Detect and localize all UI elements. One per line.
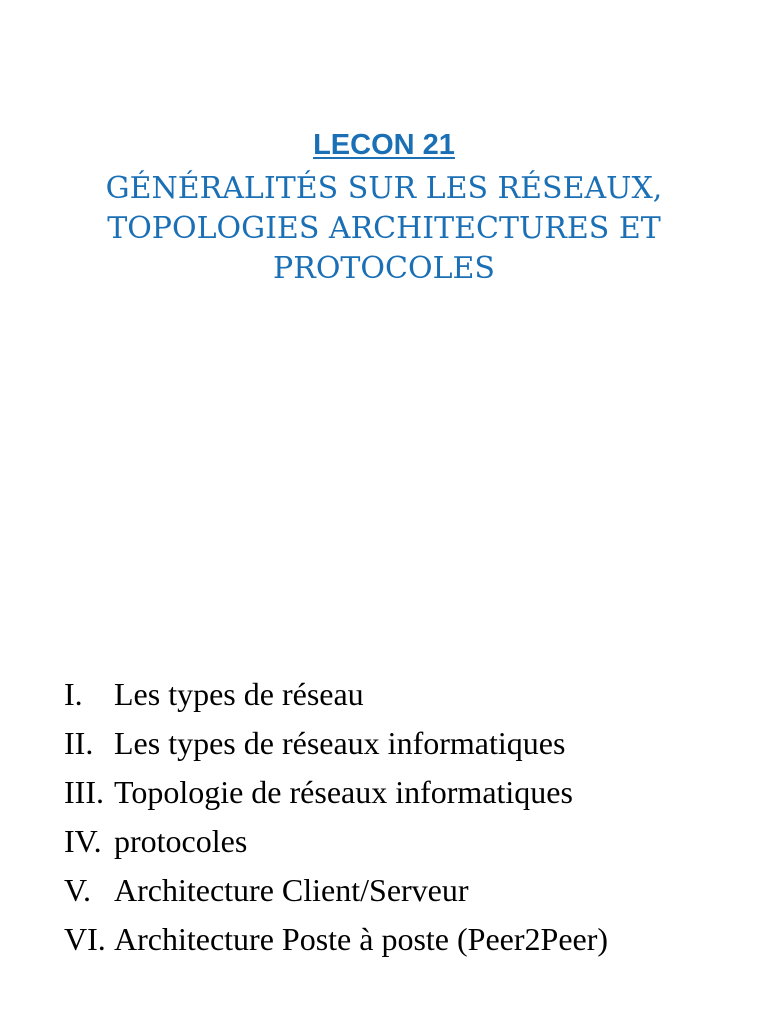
lesson-title-line: GÉNÉRALITÉS SUR LES RÉSEAUX, <box>105 171 663 206</box>
toc-item <box>64 915 754 964</box>
toc-item-label: Les types de réseaux informatiques <box>114 725 566 761</box>
toc-item <box>64 719 754 768</box>
toc-item-number: IV. <box>64 823 102 859</box>
toc-item-label: Architecture Client/Serveur <box>114 872 469 908</box>
toc-item-number: V. <box>64 872 91 908</box>
toc-item-number: III. <box>64 774 104 810</box>
lesson-title-line: PROTOCOLES <box>273 251 495 286</box>
toc-item-label: Les types de réseau <box>114 676 364 712</box>
toc-item <box>64 768 754 817</box>
toc-item-label: Architecture Poste à poste (Peer2Peer) <box>114 921 609 957</box>
table-of-contents <box>64 670 754 964</box>
toc-item-number: VI. <box>64 921 106 957</box>
toc-item-number: II. <box>64 725 94 761</box>
lesson-title <box>40 169 728 289</box>
toc-item <box>64 817 754 866</box>
toc-item-label: protocoles <box>114 823 248 859</box>
toc-item-number: I. <box>64 676 83 712</box>
toc-item <box>64 670 754 719</box>
toc-item-label: Topologie de réseaux informatiques <box>114 774 573 810</box>
toc-item <box>64 866 754 915</box>
lesson-number: LECON 21 <box>313 129 455 161</box>
lesson-title-line: TOPOLOGIES ARCHITECTURES ET <box>107 211 661 246</box>
